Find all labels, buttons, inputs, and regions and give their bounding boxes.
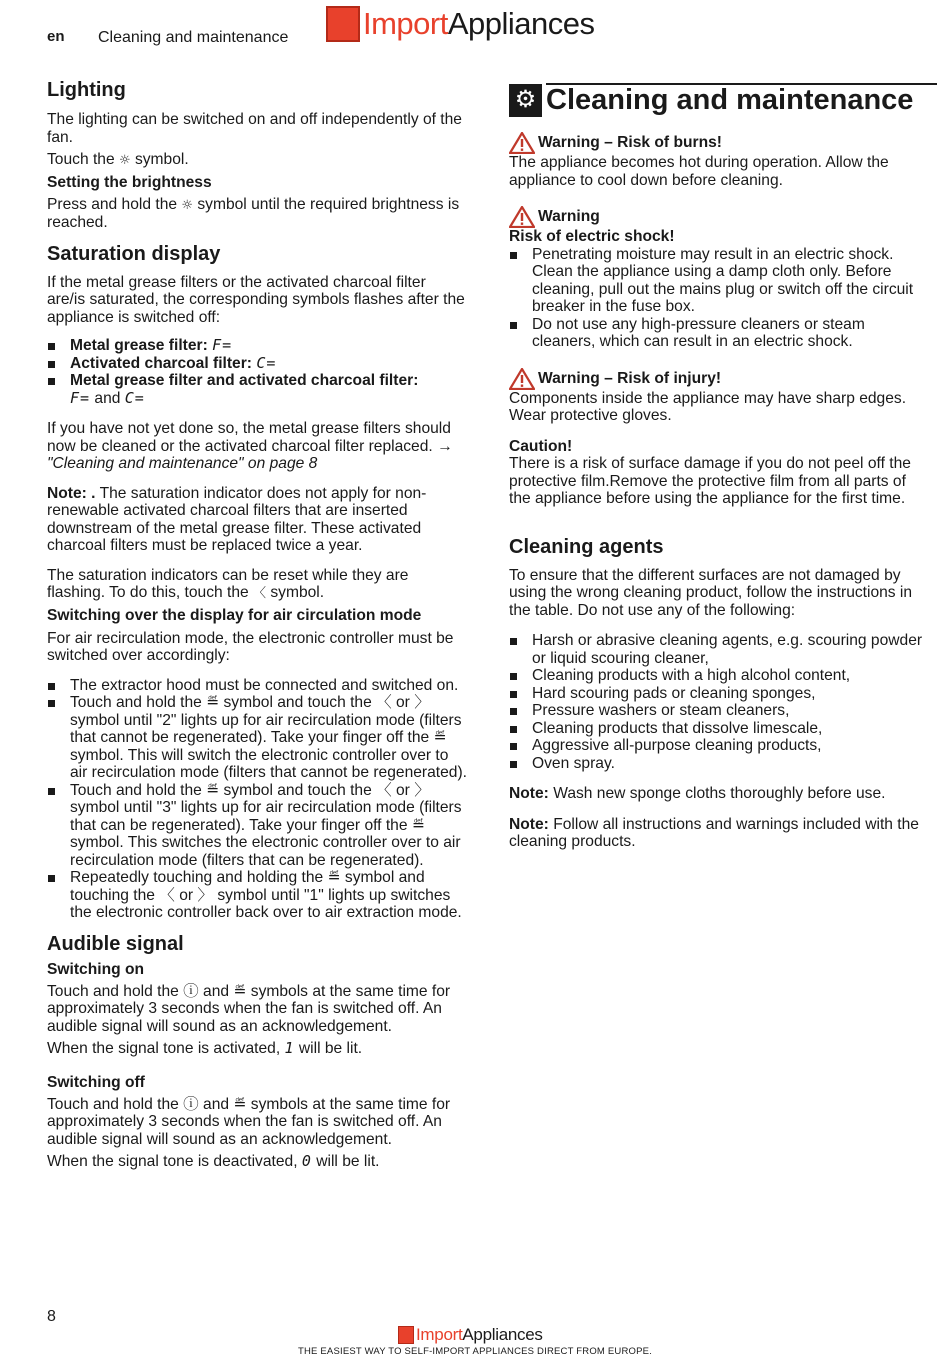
title-rule: [546, 83, 937, 85]
list-item: Oven spray.: [509, 755, 929, 773]
air-circulation-list: [47, 677, 467, 922]
list-item: Do not use any high-pressure cleaners or steam cleaners, which can result in an electric shock.: [509, 316, 929, 351]
logo-square-icon: [326, 6, 360, 42]
logo-text-import: Import: [363, 6, 448, 41]
cross-reference-link[interactable]: "Cleaning and maintenance" on page 8: [47, 455, 318, 472]
light-icon: ☼: [118, 153, 131, 168]
saturation-reset-paragraph: The saturation indicators can be reset while they are flashing. To do this, touch the 〈 symbol.: [47, 566, 409, 601]
saturation-note: Note: . The saturation indicator does not apply for non-renewable activated charcoal filters that are inserted downstream of the metal grease filter. These activated charcoal filters must be replaced twice a year.: [47, 484, 427, 554]
left-chevron-icon: 〈: [253, 586, 267, 601]
note-instructions: Note: Follow all instructions and warnings included with the cleaning products.: [509, 815, 919, 850]
page-number: 8: [47, 1308, 56, 1325]
list-item: Cleaning products that dissolve limescale,: [509, 720, 929, 738]
display-digit-symbol: 1: [284, 1039, 295, 1057]
charcoal-filter-symbol: C=: [124, 388, 145, 407]
language-code: en: [47, 28, 65, 45]
logo-square-icon: [398, 1326, 414, 1344]
warning-triangle-icon: [509, 368, 535, 390]
section-title-row: [509, 82, 929, 118]
subheading-switching-off: Switching off: [47, 1073, 145, 1091]
list-item: Hard scouring pads or cleaning sponges,: [509, 685, 929, 703]
display-digit-symbol: 0: [301, 1152, 312, 1170]
saturation-symbol-list: [47, 337, 467, 407]
grease-filter-symbol: F=: [70, 388, 91, 407]
lighting-touch-paragraph: Touch the ☼ symbol.: [47, 151, 189, 168]
section-title: Cleaning and maintenance: [546, 84, 914, 116]
subheading-brightness: Setting the brightness: [47, 173, 212, 191]
light-icon: ☼: [181, 197, 194, 213]
saturation-clean-paragraph: If you have not yet done so, the metal grease filters should now be cleaned or the activated charcoal filter replaced. → "Cleaning and maintenance" on page 8: [47, 420, 453, 472]
charcoal-filter-symbol: C=: [256, 353, 277, 372]
caution-text: There is a risk of surface damage if you do not peel off the protective film.Remove the protective film from all parts of the appliance before using the appliance for the first time.: [509, 455, 911, 507]
warning-shock-heading: Warning: [509, 206, 929, 228]
air-circulation-paragraph: For air recirculation mode, the electronic controller must be switched over accordingly:: [47, 629, 454, 664]
list-item: Activated charcoal filter: C=: [47, 355, 467, 373]
cleaning-agents-list: [509, 632, 929, 772]
cross-reference-arrow-icon: →: [437, 437, 453, 455]
warning-burns-text: The appliance becomes hot during operation. Allow the appliance to cool down before cleaning.: [509, 154, 889, 189]
note-sponge: Note: Wash new sponge cloths thoroughly before use.: [509, 785, 886, 802]
list-item: Metal grease filter and activated charcoal filter: F= and C=: [47, 372, 467, 407]
list-item: Aggressive all-purpose cleaning products,: [509, 737, 929, 755]
signal-deactivated-paragraph: When the signal tone is deactivated, 0 will be lit.: [47, 1152, 380, 1170]
list-item: Harsh or abrasive cleaning agents, e.g. scouring powder or liquid scouring cleaner,: [509, 632, 929, 667]
logo-text-appliances: Appliances: [462, 1325, 543, 1344]
list-item: Repeatedly touching and holding the ≝ symbol and touching the 〈 or 〉 symbol until "1" lights up switches the electronic controller back over to air extraction mode.: [47, 869, 467, 922]
heading-cleaning-agents: Cleaning agents: [509, 535, 664, 558]
subheading-switching-on: Switching on: [47, 960, 145, 978]
brightness-paragraph: Press and hold the ☼ symbol until the required brightness is reached.: [47, 195, 460, 231]
caution-heading: Caution!: [509, 437, 573, 455]
warning-injury-text: Components inside the appliance may have sharp edges. Wear protective gloves.: [509, 389, 907, 424]
warning-injury-heading: Warning – Risk of injury!: [509, 368, 929, 390]
left-column: [47, 78, 467, 1171]
warning-triangle-icon: [509, 206, 535, 228]
gear-icon: ⚙: [509, 84, 542, 117]
list-item: Metal grease filter: F=: [47, 337, 467, 355]
warning-triangle-icon: [509, 132, 535, 154]
list-item: Touch and hold the ≝ symbol and touch the 〈 or 〉 symbol until "3" lights up for air recirculation mode (filters that can be regenerated). Take your finger off the ≝ symbol. This switches the electronic controller over to air recirculation mode (filters that can be regenerated).: [47, 782, 467, 870]
list-item: Touch and hold the ≝ symbol and touch the 〈 or 〉 symbol until "2" lights up for air recirculation mode (filters that cannot be regenerated). Take your finger off the ≝ symbol. This will switch the electronic controller over to air recirculation mode (filters that cannot be regenerated).: [47, 694, 467, 782]
lighting-paragraph: The lighting can be switched on and off independently of the fan.: [47, 111, 462, 146]
saturation-paragraph: If the metal grease filters or the activated charcoal filter are/is saturated, the corresponding symbols flashes after the appliance is switched off:: [47, 273, 465, 326]
heading-lighting: Lighting: [47, 79, 126, 101]
grease-filter-symbol: F=: [212, 336, 233, 354]
list-item: The extractor hood must be connected and switched on.: [47, 677, 467, 695]
logo-text-import: Import: [416, 1325, 463, 1344]
signal-activated-paragraph: When the signal tone is activated, 1 will be lit.: [47, 1039, 363, 1057]
warning-shock-list: [509, 246, 929, 351]
footer-logo: [398, 1325, 543, 1345]
list-item: Pressure washers or steam cleaners,: [509, 702, 929, 720]
running-header-section: Cleaning and maintenance: [98, 29, 289, 46]
heading-saturation: Saturation display: [47, 242, 221, 265]
heading-audible-signal: Audible signal: [47, 932, 184, 955]
subheading-air-circulation: Switching over the display for air circulation mode: [47, 606, 422, 624]
switching-off-paragraph: Touch and hold the ⓘ and ≝ symbols at the same time for approximately 3 seconds when the fan is switched off. An audible signal will sound as an acknowledgement.: [47, 1095, 451, 1148]
list-item: Penetrating moisture may result in an electric shock. Clean the appliance using a damp cloth only. Before cleaning, pull out the mains plug or switch off the circuit breaker in the fuse box.: [509, 246, 929, 316]
switching-on-paragraph: Touch and hold the ⓘ and ≝ symbols at the same time for approximately 3 seconds when the fan is switched off. An audible signal will sound as an acknowledgement.: [47, 982, 451, 1035]
warning-burns-heading: Warning – Risk of burns!: [509, 132, 929, 154]
footer-tagline: THE EASIEST WAY TO SELF-IMPORT APPLIANCES DIRECT FROM EUROPE.: [297, 1346, 653, 1357]
list-item: Cleaning products with a high alcohol content,: [509, 667, 929, 685]
right-column: [509, 78, 929, 851]
cleaning-agents-paragraph: To ensure that the different surfaces are not damaged by using the wrong cleaning product, follow the instructions in the table. Do not use any of the following:: [509, 566, 913, 619]
header-logo: [326, 6, 595, 42]
warning-shock-subheading: Risk of electric shock!: [509, 228, 675, 245]
logo-text-appliances: Appliances: [447, 6, 595, 41]
